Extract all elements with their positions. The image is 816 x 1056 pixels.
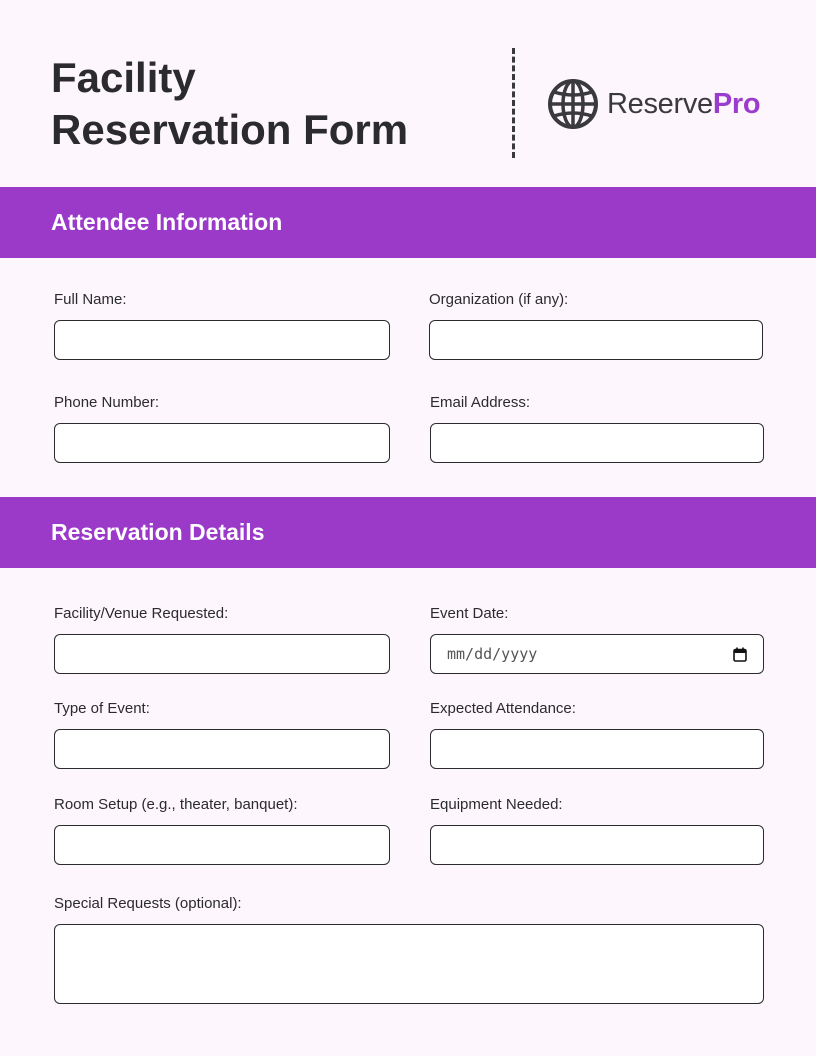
organization-field[interactable] — [429, 320, 763, 360]
room-setup-label: Room Setup (e.g., theater, banquet): — [54, 796, 298, 813]
section-title-reservation: Reservation Details — [51, 519, 265, 545]
title-line-1: Facility — [51, 54, 196, 101]
calendar-icon[interactable] — [733, 647, 747, 662]
attendance-field[interactable] — [430, 729, 764, 769]
globe-icon — [547, 78, 599, 130]
event-date-field[interactable] — [430, 634, 764, 674]
logo-word-pro: Pro — [712, 88, 761, 120]
phone-label: Phone Number: — [54, 394, 160, 411]
logo-word-reserve: Reserve — [607, 88, 713, 120]
event-type-label: Type of Event: — [54, 700, 150, 717]
phone-field[interactable] — [54, 423, 390, 463]
attendance-label: Expected Attendance: — [430, 700, 576, 717]
special-requests-label: Special Requests (optional): — [54, 895, 242, 912]
form-header — [0, 0, 816, 187]
attendee-section-header — [0, 187, 816, 258]
email-label: Email Address: — [430, 394, 531, 411]
reservation-section-header — [0, 497, 816, 568]
header-divider — [512, 48, 515, 158]
facility-field[interactable] — [54, 634, 390, 674]
facility-label: Facility/Venue Requested: — [54, 605, 229, 622]
equipment-field[interactable] — [430, 825, 764, 865]
email-field[interactable] — [430, 423, 764, 463]
equipment-label: Equipment Needed: — [430, 796, 563, 813]
logo-wordmark — [607, 89, 760, 119]
event-date-placeholder: mm/dd/yyyy — [447, 645, 538, 663]
section-title-attendee: Attendee Information — [51, 209, 283, 235]
room-setup-field[interactable] — [54, 825, 390, 865]
organization-label: Organization (if any): — [429, 291, 569, 308]
special-requests-field[interactable] — [54, 924, 764, 1004]
full-name-field[interactable] — [54, 320, 390, 360]
event-date-label: Event Date: — [430, 605, 509, 622]
event-type-field[interactable] — [54, 729, 390, 769]
reservepro-logo — [547, 78, 760, 130]
full-name-label: Full Name: — [54, 291, 127, 308]
page-title — [51, 52, 408, 156]
title-line-2: Reservation Form — [51, 106, 409, 153]
